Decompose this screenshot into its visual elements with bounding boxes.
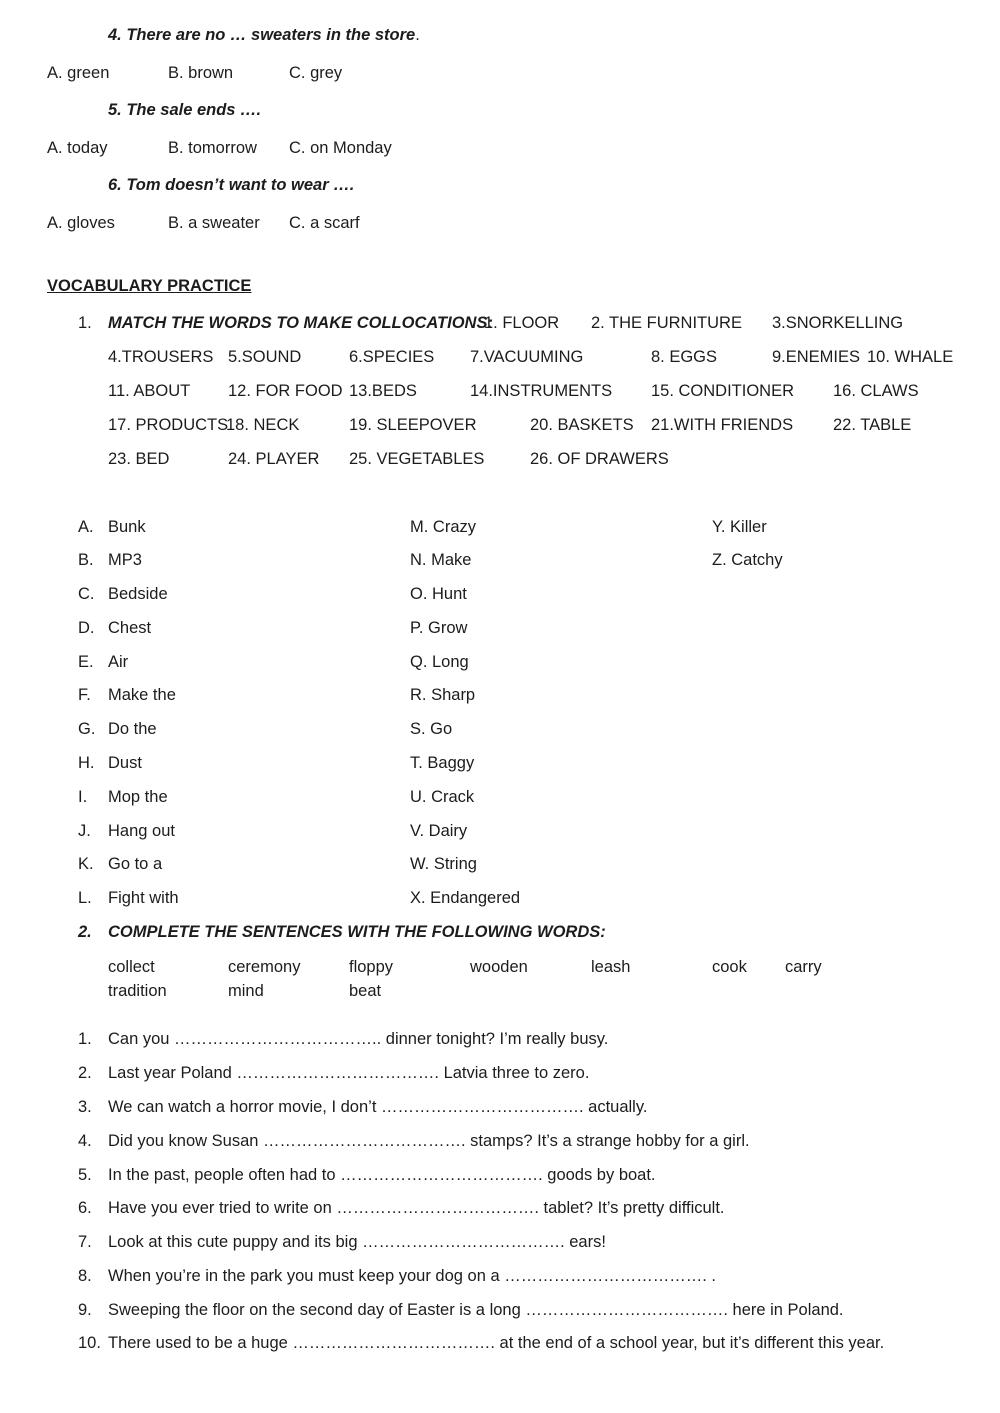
letter-item: Q. Long: [410, 653, 469, 671]
collocation-word: 13.BEDS: [349, 382, 417, 400]
collocation-word: 21.WITH FRIENDS: [651, 416, 794, 434]
collocation-word: 19. SLEEPOVER: [349, 416, 477, 434]
collocation-word: 8. EGGS: [651, 348, 718, 366]
letter-label: B.: [78, 551, 94, 569]
collocation-word: 7.VACUUMING: [470, 348, 584, 366]
question-5-option-b: B. tomorrow: [168, 139, 257, 157]
task-1-instruction: MATCH THE WORDS TO MAKE COLLOCATIONS:: [108, 314, 493, 332]
question-5-option-c: C. on Monday: [289, 139, 392, 157]
sentence-number: 8.: [78, 1267, 92, 1285]
collocation-word: 24. PLAYER: [228, 450, 320, 468]
letter-item: M. Crazy: [410, 518, 476, 536]
collocation-word: 4.TROUSERS: [108, 348, 214, 366]
letter-word: Go to a: [108, 855, 163, 873]
word-bank-item: cook: [712, 958, 747, 976]
collocation-word: 10. WHALE: [867, 348, 954, 366]
sentence-text: We can watch a horror movie, I don’t ………………………………. actually.: [108, 1098, 648, 1116]
question-6-text: 6. Tom doesn’t want to wear ….: [108, 176, 355, 194]
word-bank-item: floppy: [349, 958, 394, 976]
letter-word: Dust: [108, 754, 142, 772]
sentence-text: Can you ……………………………….. dinner tonight? I’m really busy.: [108, 1030, 609, 1048]
question-4-option-b: B. brown: [168, 64, 234, 82]
task-2-instruction: COMPLETE THE SENTENCES WITH THE FOLLOWING WORDS:: [108, 923, 606, 941]
question-4: [108, 25, 420, 45]
collocation-word: 9.ENEMIES: [772, 348, 861, 366]
word-bank-item: collect: [108, 958, 155, 976]
sentence-number: 9.: [78, 1301, 92, 1319]
collocation-word: 1. FLOOR: [484, 314, 560, 332]
word-bank-item: beat: [349, 982, 382, 1000]
letter-label: L.: [78, 889, 92, 907]
question-6-option-b: B. a sweater: [168, 214, 260, 232]
letter-item: U. Crack: [410, 788, 475, 806]
question-6-option-a: A. gloves: [47, 214, 115, 232]
collocation-word: 14.INSTRUMENTS: [470, 382, 613, 400]
collocation-word: 2. THE FURNITURE: [591, 314, 742, 332]
collocation-word: 25. VEGETABLES: [349, 450, 485, 468]
collocation-word: 12. FOR FOOD: [228, 382, 343, 400]
collocation-word: 17. PRODUCTS: [108, 416, 229, 434]
letter-label: C.: [78, 585, 95, 603]
letter-item: N. Make: [410, 551, 472, 569]
collocation-word: 15. CONDITIONER: [651, 382, 795, 400]
section-title: VOCABULARY PRACTICE: [47, 277, 252, 295]
word-bank-item: tradition: [108, 982, 167, 1000]
letter-word: Bunk: [108, 518, 146, 536]
sentence-number: 1.: [78, 1030, 92, 1048]
letter-word: Mop the: [108, 788, 168, 806]
sentence-number: 4.: [78, 1132, 92, 1150]
letter-label: E.: [78, 653, 94, 671]
letter-word: Do the: [108, 720, 157, 738]
sentence-text: When you’re in the park you must keep your dog on a ………………………………. .: [108, 1267, 716, 1285]
collocation-word: 22. TABLE: [833, 416, 912, 434]
collocation-word: 18. NECK: [226, 416, 300, 434]
letter-label: A.: [78, 518, 94, 536]
sentence-text: There used to be a huge ………………………………. at the end of a school year, but it’s different this year.: [108, 1334, 885, 1352]
word-bank-item: wooden: [470, 958, 528, 976]
question-5-option-a: A. today: [47, 139, 108, 157]
sentence-number: 2.: [78, 1064, 92, 1082]
letter-item: Y. Killer: [712, 518, 767, 536]
word-bank-item: ceremony: [228, 958, 301, 976]
question-4-text: 4. There are no … sweaters in the store: [108, 26, 416, 44]
collocation-word: 23. BED: [108, 450, 170, 468]
letter-item: O. Hunt: [410, 585, 467, 603]
sentence-number: 5.: [78, 1166, 92, 1184]
letter-label: H.: [78, 754, 95, 772]
collocation-word: 16. CLAWS: [833, 382, 919, 400]
sentence-text: Have you ever tried to write on ………………………………. tablet? It’s pretty difficult.: [108, 1199, 725, 1217]
sentence-text: Sweeping the floor on the second day of Easter is a long ………………………………. here in Poland.: [108, 1301, 844, 1319]
letter-label: D.: [78, 619, 95, 637]
letter-label: G.: [78, 720, 96, 738]
letter-word: MP3: [108, 551, 142, 569]
sentence-text: Did you know Susan ………………………………. stamps? It’s a strange hobby for a girl.: [108, 1132, 750, 1150]
letter-label: J.: [78, 822, 91, 840]
collocation-word: 20. BASKETS: [530, 416, 634, 434]
task-1-number: 1.: [78, 314, 92, 332]
question-6-option-c: C. a scarf: [289, 214, 360, 232]
question-4-option-a: A. green: [47, 64, 110, 82]
sentence-text: Look at this cute puppy and its big ………………………………. ears!: [108, 1233, 606, 1251]
word-bank-item: carry: [785, 958, 822, 976]
word-bank-item: leash: [591, 958, 631, 976]
task-2-number: 2.: [78, 923, 92, 941]
letter-word: Chest: [108, 619, 152, 637]
word-bank-item: mind: [228, 982, 264, 1000]
letter-item: R. Sharp: [410, 686, 476, 704]
letter-item: Z. Catchy: [712, 551, 783, 569]
collocation-word: 3.SNORKELLING: [772, 314, 904, 332]
letter-word: Air: [108, 653, 129, 671]
letter-item: X. Endangered: [410, 889, 521, 907]
letter-item: W. String: [410, 855, 477, 873]
collocation-word: 5.SOUND: [228, 348, 302, 366]
letter-word: Hang out: [108, 822, 175, 840]
letter-label: I.: [78, 788, 88, 806]
sentence-text: Last year Poland ………………………………. Latvia three to zero.: [108, 1064, 590, 1082]
sentence-number: 3.: [78, 1098, 92, 1116]
letter-word: Fight with: [108, 889, 179, 907]
collocation-word: 6.SPECIES: [349, 348, 435, 366]
question-5-text: 5. The sale ends ….: [108, 101, 262, 119]
letter-label: K.: [78, 855, 94, 873]
letter-item: V. Dairy: [410, 822, 468, 840]
letter-word: Bedside: [108, 585, 168, 603]
sentence-number: 10.: [78, 1334, 101, 1352]
letter-item: T. Baggy: [410, 754, 475, 772]
letter-item: P. Grow: [410, 619, 468, 637]
question-4-period: .: [415, 26, 420, 44]
letter-label: F.: [78, 686, 91, 704]
collocation-word: 26. OF DRAWERS: [530, 450, 669, 468]
sentence-number: 7.: [78, 1233, 92, 1251]
collocation-word: 11. ABOUT: [108, 382, 191, 400]
letter-item: S. Go: [410, 720, 453, 738]
letter-word: Make the: [108, 686, 176, 704]
question-4-option-c: C. grey: [289, 64, 343, 82]
sentence-text: In the past, people often had to ………………………………. goods by boat.: [108, 1166, 656, 1184]
sentence-number: 6.: [78, 1199, 92, 1217]
